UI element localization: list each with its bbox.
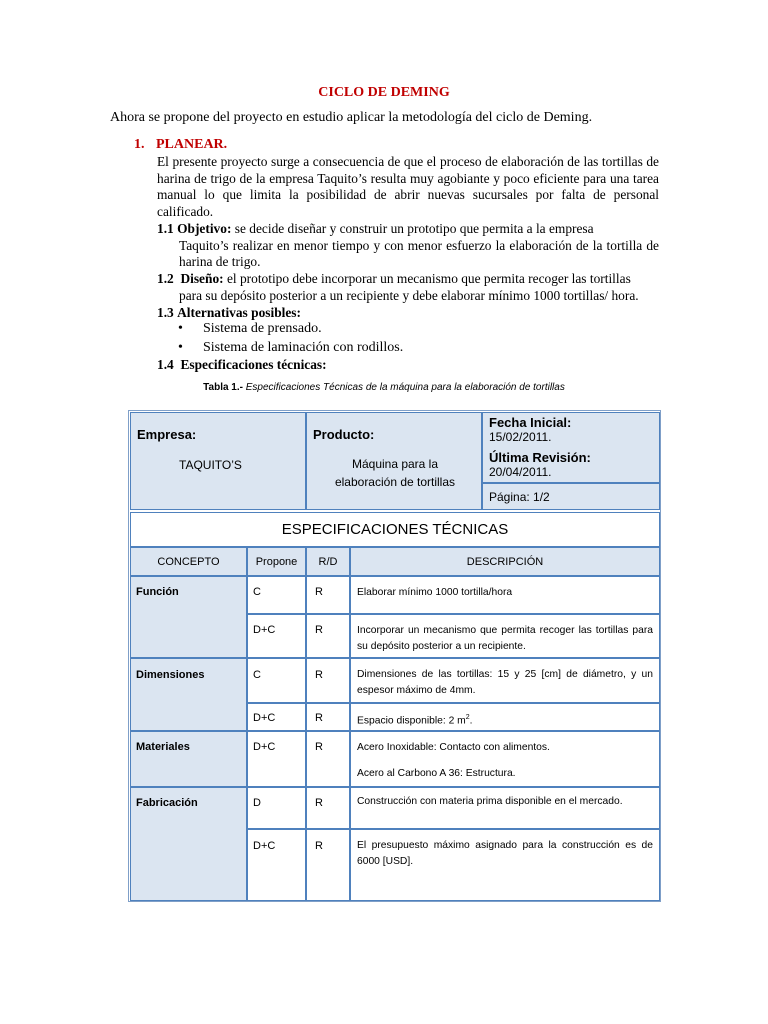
page-title: CICLO DE DEMING [318, 85, 450, 100]
propone-cell: C [247, 576, 306, 614]
table-caption [0, 382, 768, 393]
descripcion-cell: El presupuesto máximo asignado para la construcción es de 6000 [USD]. [350, 829, 660, 901]
subsection-text-continued: Taquito’s realizar en menor tiempo y con menor esfuerzo la elaboración de la tortilla de harina de trigo. [179, 237, 659, 270]
rd-cell: R [306, 829, 350, 901]
table-heading: ESPECIFICACIONES TÉCNICAS [281, 521, 509, 538]
concepto-cell-dimensiones: Dimensiones [130, 658, 247, 731]
revision-value: 20/04/2011. [489, 465, 552, 479]
subsection-text-continued: para su depósito posterior a un recipiente y debe elaborar mínimo 1000 tortillas/ hora. [179, 287, 639, 303]
body-paragraph: El presente proyecto surge a consecuencia de que el proceso de elaboración de las tortillas de harina de trigo de la empresa Taquito’s resulta muy agobiante y poco eficiente para una tarea manual lo que limita la posibilidad de abrir nuevas sucursales por falta de personal calificado. [157, 154, 659, 219]
pagina-cell [482, 483, 660, 510]
rd-cell: R [306, 614, 350, 658]
subsection-label: Objetivo: [177, 221, 232, 236]
fecha-value: 15/02/2011. [489, 430, 552, 444]
subsection-diseno [157, 271, 659, 304]
fecha-label: Fecha Inicial: [489, 415, 572, 430]
col-header-descripcion: DESCRIPCIÓN [350, 547, 660, 576]
specifications-table [128, 410, 661, 902]
propone-cell: C [247, 658, 306, 703]
subsection-objetivo [157, 221, 659, 271]
concepto-cell-funcion: Función [130, 576, 247, 658]
descripcion-cell: Incorporar un mecanismo que permita recoger las tortillas para su depósito posterior a un recipiente. [350, 614, 660, 658]
subsection-label: Alternativas posibles: [177, 305, 301, 320]
subsection-number: 1.4 [157, 357, 174, 372]
producto-value-line1: Máquina para la [351, 457, 439, 471]
descripcion-cell [350, 703, 660, 731]
descripcion-cell: Construcción con materia prima disponible en el mercado. [350, 787, 660, 829]
subsection-label: Especificaciones técnicas: [180, 357, 327, 372]
pagina-value: Página: 1/2 [489, 490, 550, 504]
caption-text: Especificaciones Técnicas de la máquina para la elaboración de tortillas [242, 382, 565, 393]
empresa-cell [130, 412, 306, 510]
intro-paragraph: Ahora se propone del proyecto en estudio aplicar la metodología del ciclo de Deming. [110, 110, 593, 125]
propone-cell: D+C [247, 614, 306, 658]
rd-cell: R [306, 787, 350, 829]
col-header-rd: R/D [306, 547, 350, 576]
subsection-text: se decide diseñar y construir un prototipo que permita a la empresa [234, 221, 594, 236]
propone-cell: D+C [247, 731, 306, 787]
producto-label: Producto: [313, 427, 375, 442]
caption-label: Tabla 1.- [203, 382, 243, 393]
producto-cell [306, 412, 482, 510]
subsection-text: el prototipo debe incorporar un mecanismo que permita recoger las tortillas [226, 271, 631, 286]
section-label: PLANEAR. [156, 137, 228, 152]
descripcion-text: Espacio disponible: 2 $m^2$. [357, 714, 473, 727]
table-heading-cell [130, 512, 660, 547]
rd-cell: R [306, 658, 350, 703]
section-heading-planear [134, 137, 227, 153]
rd-cell: R [306, 576, 350, 614]
subsection-number: 1.1 [157, 221, 174, 236]
descripcion-cell: Dimensiones de las tortillas: 15 y 25 [cm] de diámetro, y un espesor máximo de 4mm. [350, 658, 660, 703]
subsection-alternativas [157, 305, 301, 322]
subsection-especificaciones [157, 357, 327, 374]
fecha-cell [482, 412, 660, 483]
bullet-item: • Sistema de laminación con rodillos. [178, 340, 404, 355]
bullet-item: • Sistema de prensado. [178, 321, 322, 336]
rd-cell: R [306, 731, 350, 787]
section-number: 1. [134, 137, 145, 152]
concepto-cell-materiales: Materiales [130, 731, 247, 787]
subsection-label: Diseño: [180, 271, 224, 286]
descripcion-cell: Acero Inoxidable: Contacto con alimentos. Acero al Carbono A 36: Estructura. [350, 731, 660, 787]
subsection-number: 1.2 [157, 271, 174, 286]
descripcion-cell: Elaborar mínimo 1000 tortilla/hora [350, 576, 660, 614]
producto-value-line2: elaboración de tortillas [334, 475, 456, 489]
revision-label: Última Revisión: [489, 450, 591, 465]
col-header-concepto: CONCEPTO [130, 547, 247, 576]
propone-cell: D+C [247, 829, 306, 901]
rd-cell: R [306, 703, 350, 731]
propone-cell: D+C [247, 703, 306, 731]
subsection-number: 1.3 [157, 305, 174, 320]
empresa-label: Empresa: [137, 427, 197, 442]
concepto-cell-fabricacion: Fabricación [130, 787, 247, 901]
col-header-propone: Propone [247, 547, 306, 576]
propone-cell: D [247, 787, 306, 829]
empresa-value: TAQUITO’S [179, 458, 242, 472]
